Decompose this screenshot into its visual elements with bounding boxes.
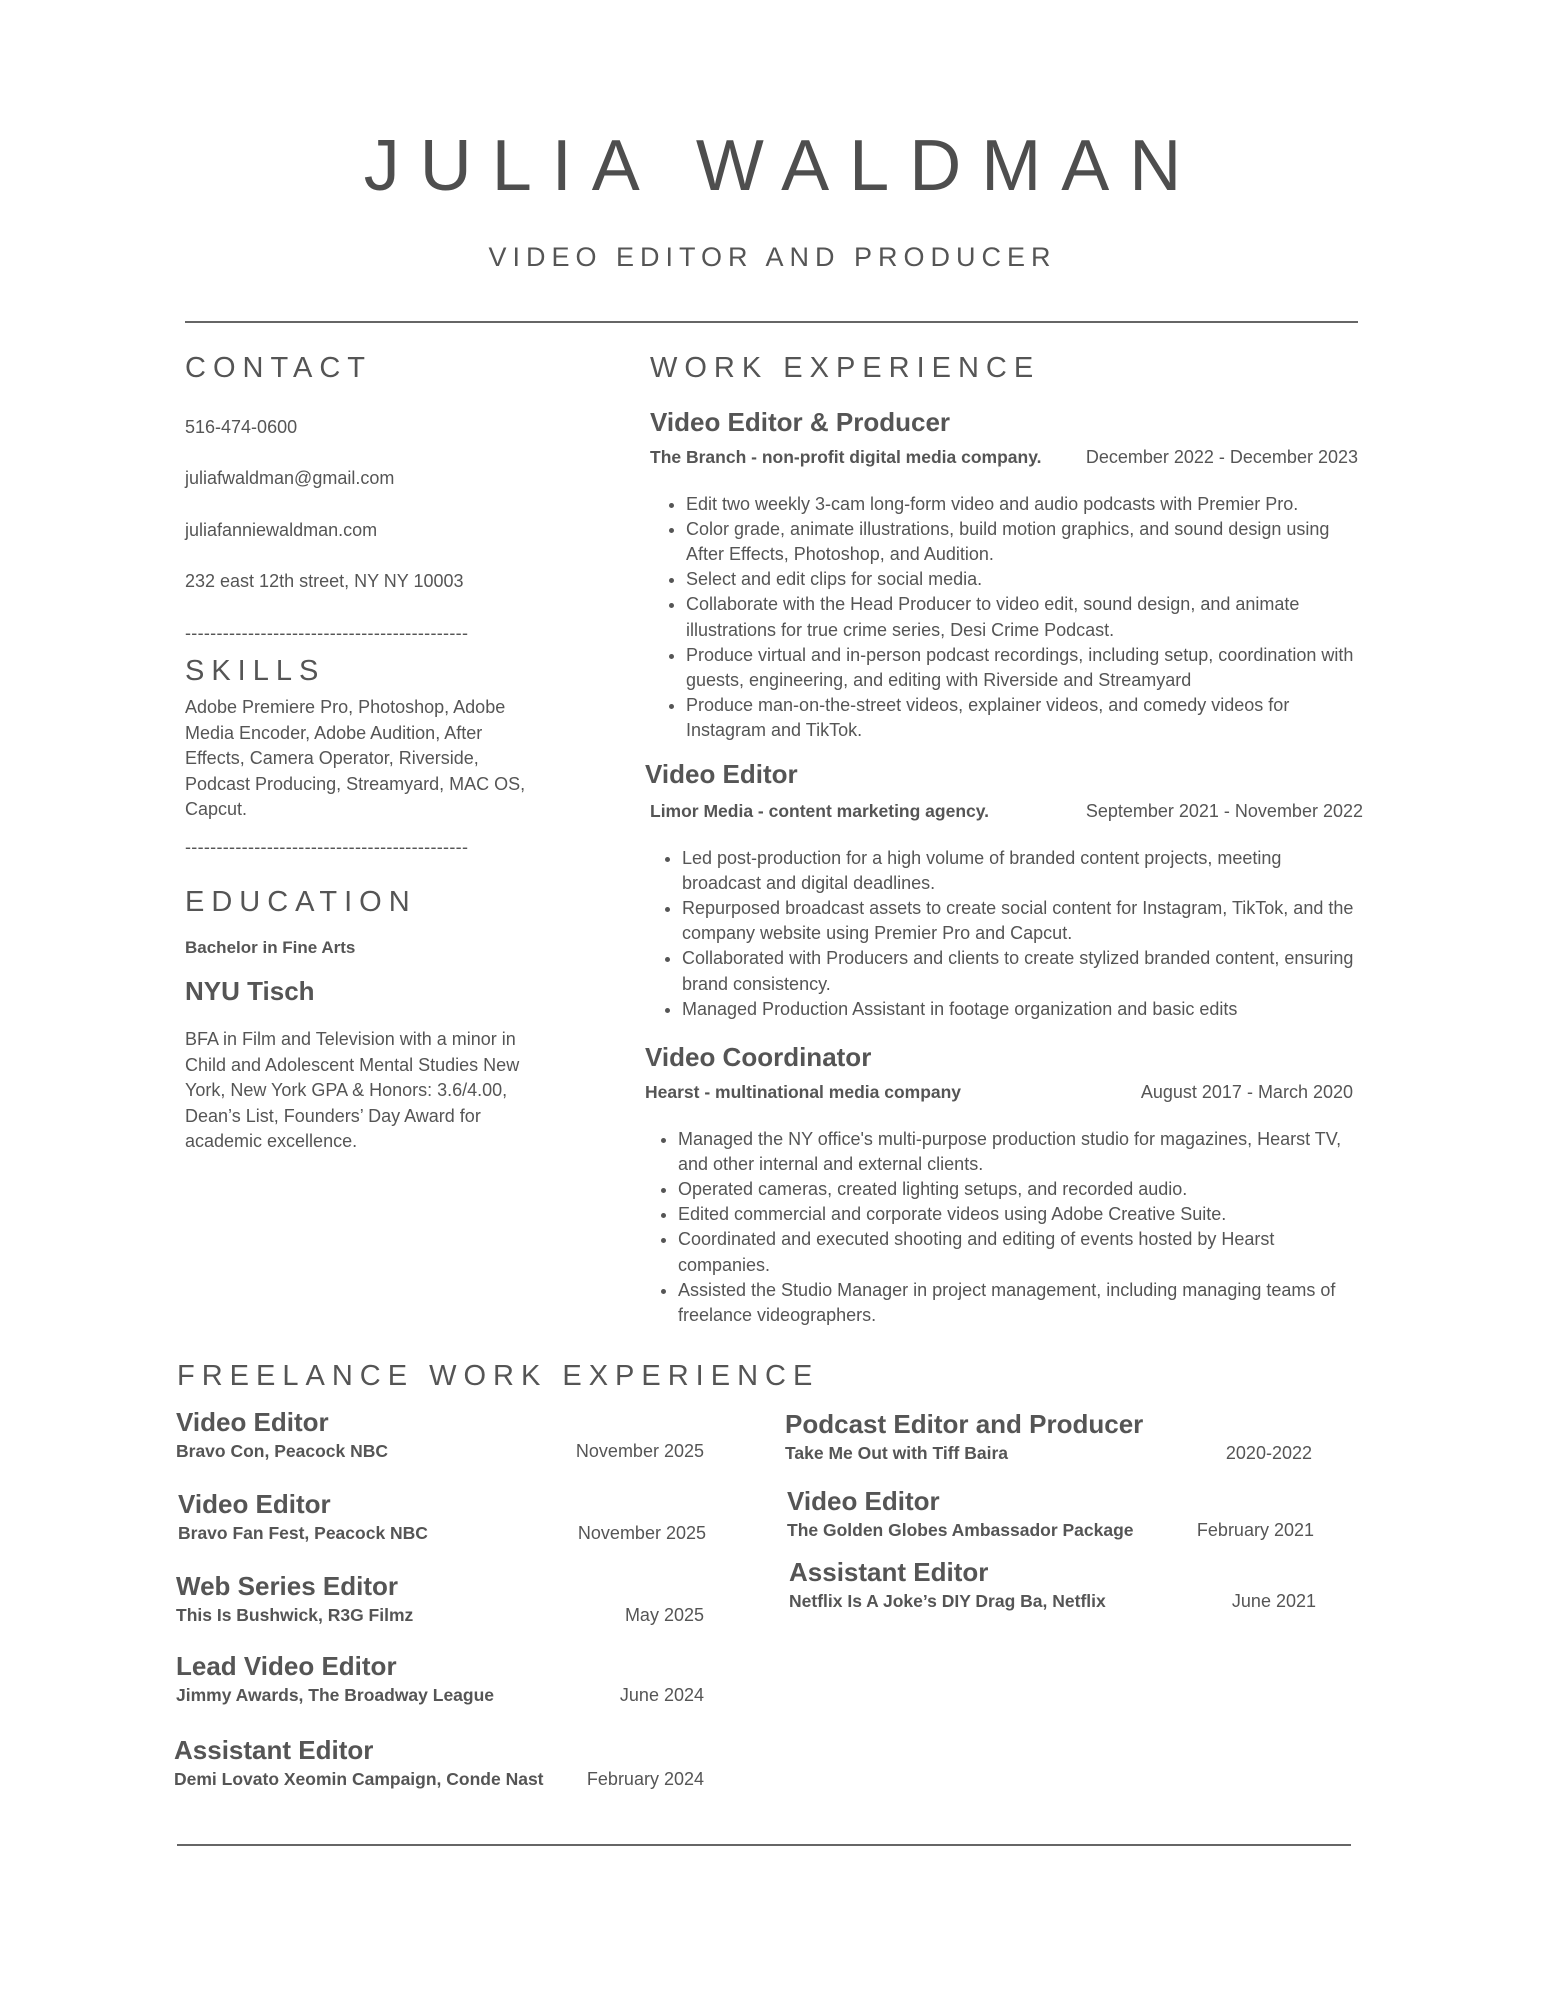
freelance-client: Demi Lovato Xeomin Campaign, Conde Nast (174, 1768, 544, 1789)
header-divider (185, 321, 1358, 323)
work-experience-heading: WORK EXPERIENCE (650, 352, 1041, 384)
freelance-entry (789, 1558, 1316, 1612)
list-item: • Edited commercial and corporate videos using Adobe Creative Suite. (678, 1202, 1353, 1227)
contact-website: juliafanniewaldman.com (185, 520, 378, 540)
freelance-client: Bravo Fan Fest, Peacock NBC (178, 1522, 428, 1543)
freelance-title: Video Editor (178, 1489, 331, 1519)
list-item: • Collaborate with the Head Producer to video edit, sound design, and animate illustrations for true crime series, Desi Crime Podcast. (686, 592, 1360, 642)
education-heading: EDUCATION (185, 886, 417, 918)
freelance-date: November 2025 (575, 1440, 704, 1461)
job-title: Video Editor & Producer (650, 407, 951, 437)
list-item: • Edit two weekly 3-cam long-form video and audio podcasts with Premier Pro. (686, 492, 1360, 517)
skills-text: Adobe Premiere Pro, Photoshop, Adobe Media Encoder, Adobe Audition, After Effects, Camera Operator, Riverside, Podcast Producing, Streamyard, MAC OS, Capcut. (185, 697, 526, 819)
freelance-entry (178, 1490, 706, 1544)
job-bullets (645, 846, 1363, 1022)
freelance-client: The Golden Globes Ambassador Package (787, 1519, 1134, 1540)
list-item: • Led post-production for a high volume of branded content projects, meeting broadcast and digital deadlines. (682, 846, 1363, 896)
job-entry (645, 1043, 1353, 1328)
list-item: • Managed Production Assistant in footage organization and basic edits (682, 997, 1363, 1022)
freelance-client: Jimmy Awards, The Broadway League (176, 1684, 495, 1705)
footer-divider (177, 1844, 1351, 1846)
resume-header (0, 126, 1545, 273)
job-dates: December 2022 - December 2023 (1085, 446, 1358, 467)
job-company: The Branch - non-profit digital media company. (650, 446, 1042, 467)
list-item: • Produce man-on-the-street videos, explainer videos, and comedy videos for Instagram and TikTok. (686, 693, 1360, 743)
contact-phone: 516-474-0600 (185, 417, 298, 437)
freelance-entry (785, 1410, 1312, 1464)
job-entry (650, 408, 1360, 744)
job-dates: September 2021 - November 2022 (1085, 800, 1363, 821)
freelance-client: Take Me Out with Tiff Baira (785, 1442, 1008, 1463)
freelance-heading: FREELANCE WORK EXPERIENCE (177, 1360, 820, 1392)
contact-heading: CONTACT (185, 352, 373, 384)
contact-address: 232 east 12th street, NY NY 10003 (185, 571, 464, 591)
freelance-date: June 2024 (619, 1684, 704, 1705)
freelance-client: This Is Bushwick, R3G Filmz (176, 1604, 414, 1625)
job-dates: August 2017 - March 2020 (1140, 1081, 1353, 1102)
freelance-entry (787, 1487, 1314, 1541)
full-name: JULIA WALDMAN (363, 126, 1202, 206)
job-subtitle: VIDEO EDITOR AND PRODUCER (488, 242, 1057, 272)
freelance-title: Assistant Editor (174, 1735, 374, 1765)
job-company: Hearst - multinational media company (645, 1081, 962, 1102)
section-divider: --------------------------------------------- (185, 624, 469, 642)
freelance-title: Video Editor (176, 1407, 329, 1437)
freelance-title: Assistant Editor (789, 1557, 989, 1587)
education-school: NYU Tisch (185, 976, 315, 1006)
freelance-entry (176, 1652, 704, 1706)
list-item: • Assisted the Studio Manager in project management, including managing teams of freelance videographers. (678, 1278, 1353, 1328)
list-item: • Managed the NY office's multi-purpose production studio for magazines, Hearst TV, and other internal and external clients. (678, 1127, 1353, 1177)
freelance-date: February 2021 (1196, 1519, 1314, 1540)
freelance-date: June 2021 (1231, 1590, 1316, 1611)
job-title: Video Editor (645, 759, 798, 789)
list-item: • Repurposed broadcast assets to create social content for Instagram, TikTok, and the company website using Premier Pro and Capcut. (682, 896, 1363, 946)
job-bullets (650, 492, 1360, 744)
freelance-title: Podcast Editor and Producer (785, 1409, 1144, 1439)
contact-email: juliafwaldman@gmail.com (185, 468, 395, 488)
list-item: • Select and edit clips for social media. (686, 567, 1360, 592)
freelance-date: February 2024 (586, 1768, 704, 1789)
list-item: • Coordinated and executed shooting and editing of events hosted by Hearst companies. (678, 1227, 1353, 1277)
freelance-date: May 2025 (624, 1604, 704, 1625)
education-details: BFA in Film and Television with a minor in Child and Adolescent Mental Studies New York, New York GPA & Honors: 3.6/4.00, Dean’s List, Founders’ Day Award for academic excellence. (185, 1029, 520, 1151)
section-divider: --------------------------------------------- (185, 838, 469, 856)
freelance-title: Video Editor (787, 1486, 940, 1516)
freelance-date: November 2025 (577, 1522, 706, 1543)
list-item: • Operated cameras, created lighting setups, and recorded audio. (678, 1177, 1353, 1202)
freelance-title: Web Series Editor (176, 1571, 399, 1601)
list-item: • Produce virtual and in-person podcast recordings, including setup, coordination with guests, engineering, and editing with Riverside and Streamyard (686, 643, 1360, 693)
list-item: • Color grade, animate illustrations, build motion graphics, and sound design using After Effects, Photoshop, and Audition. (686, 517, 1360, 567)
list-item: • Collaborated with Producers and clients to create stylized branded content, ensuring brand consistency. (682, 946, 1363, 996)
job-company: Limor Media - content marketing agency. (650, 800, 990, 821)
freelance-entry (174, 1736, 704, 1790)
freelance-entry (176, 1408, 704, 1462)
freelance-date: 2020-2022 (1225, 1442, 1312, 1463)
job-bullets (645, 1127, 1353, 1329)
freelance-entry (176, 1572, 704, 1626)
job-title: Video Coordinator (645, 1042, 872, 1072)
freelance-title: Lead Video Editor (176, 1651, 397, 1681)
job-entry (645, 760, 1363, 1022)
freelance-client: Netflix Is A Joke’s DIY Drag Ba, Netflix (789, 1590, 1106, 1611)
freelance-client: Bravo Con, Peacock NBC (176, 1440, 389, 1461)
education-degree: Bachelor in Fine Arts (185, 938, 356, 957)
skills-heading: SKILLS (185, 655, 326, 687)
